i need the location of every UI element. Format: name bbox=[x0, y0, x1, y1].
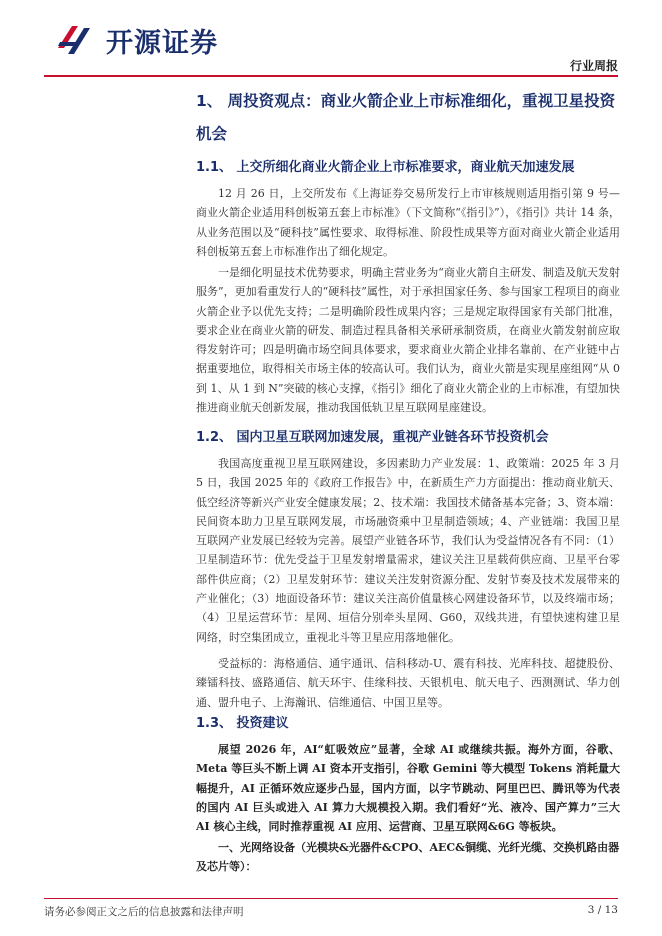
footer-divider bbox=[44, 898, 618, 899]
report-type-label: 行业周报 bbox=[569, 59, 618, 73]
brand-logo-icon bbox=[54, 18, 98, 62]
footer-disclaimer: 请务必参阅正文之后的信息披露和法律声明 bbox=[44, 906, 244, 918]
section-1-2-paragraph-2: 受益标的：海格通信、通宇通讯、信科移动-U、震有科技、光库科技、超捷股份、臻镭科技、盛路通信、航天环宇、佳缘科技、天银机电、航天电子、西测测试、华力创通、盟升电子、上海瀚讯、信维通信、中国卫星等。 bbox=[196, 657, 620, 709]
header-divider bbox=[44, 75, 618, 77]
section-1-3-title: 1.3、 投资建议 bbox=[196, 716, 289, 731]
section-1-title-line1: 1、 周投资观点：商业火箭企业上市标准细化，重视卫星投资 bbox=[196, 92, 616, 110]
page-number: 3 / 13 bbox=[587, 904, 618, 916]
section-1-3-subheading: 一、光网络设备（光模块&光器件&CPO、AEC&铜缆、光纤光缆、交换机路由器及芯片等）： bbox=[196, 841, 620, 873]
page-header bbox=[0, 0, 662, 80]
section-1-3-paragraph-1: 展望 2026 年，AI“虹吸效应”显著，全球 AI 或继续共振。海外方面，谷歌、Meta 等巨头不断上调 AI 资本开支指引，谷歌 Gemini 等大模型 Tokens 消耗量大幅提升，AI 正循环效应逐步凸显，国内方面，以字节跳动、阿里巴巴、腾讯等为代表的国内 AI 巨头或进入 AI 算力大规模投入期。我们看好“光、液冷、国产算力”三大 AI 核心主线，同时推荐重视 AI 应用、运营商、卫星互联网&6G 等板块。 bbox=[196, 743, 620, 834]
brand-logo bbox=[54, 18, 254, 62]
brand-name: 开源证券 bbox=[106, 27, 218, 59]
section-1-2-paragraph-1: 我国高度重视卫星互联网建设，多因素助力产业发展：1、政策端：2025 年 3 月 5 日，我国 2025 年的《政府工作报告》中，在新质生产力方面提出：推动商业航天、低空经济等新兴产业安全健康发展；2、技术端：我国技术储备基本完备；3、资本端：民间资本助力卫星互联网发展，市场融资乘中卫星制造领域；4、产业链端：我国卫星互联网产业发展已经较为完善。展望产业链各环节，我们认为受益情况各有不同：（1）卫星制造环节：优先受益于卫星发射增量需求，建议关注卫星载荷供应商、卫星平台零部件供应商；（2）卫星发射环节：建议关注发射资源分配、发射节奏及技术发展带来的产业催化；（3）地面设备环节：建议关注高价值量核心网建设备环节，以及终端市场；（4）卫星运营环节：星网、垣信分别牵头星网、G60，双线共进，有望快速构建卫星网络，时空集团成立，重视北斗等卫星应用落地催化。 bbox=[196, 457, 620, 644]
section-1-1-paragraph-2: 一是细化明显技术优势要求，明确主营业务为“商业火箭自主研发、制造及航天发射服务”，更加看重发行人的“硬科技”属性，对于承担国家任务、参与国家工程项目的商业火箭企业予以优先支持；二是明确阶段性成果内容；三是规定取得国家有关部门批准，要求企业在商业火箭的研发、制造过程具备相关承研承制资质，在商业火箭发射前应取得发射许可；四是明确市场空间具体要求，要求商业火箭企业排名靠前、在产业链中占据重要地位，取得相关市场主体的较高认可。我们认为，商业火箭是实现星座组网“从 0 到 1、从 1 到 N”突破的核心支撑，《指引》细化了商业火箭企业的上市标准，有望加快推进商业航天创新发展，推动我国低轨卫星互联网星座建设。 bbox=[196, 266, 620, 415]
section-1-1-title: 1.1、 上交所细化商业火箭企业上市标准要求，商业航天加速发展 bbox=[196, 160, 575, 175]
section-1-2-title: 1.2、 国内卫星互联网加速发展，重视产业链各环节投资机会 bbox=[196, 430, 549, 445]
section-1-1-paragraph-1: 12 月 26 日，上交所发布《上海证券交易所发行上市审核规则适用指引第 9 号—商业火箭企业适用科创板第五套上市标准》（下文简称“《指引》”），《指引》共计 14 条，从业务范围以及“硬科技”属性要求、取得标准、阶段性成果等方面对商业火箭企业适用科创板第五套上市标准作出了细化规定。 bbox=[196, 187, 620, 258]
section-1-title-line2: 机会 bbox=[196, 125, 228, 143]
